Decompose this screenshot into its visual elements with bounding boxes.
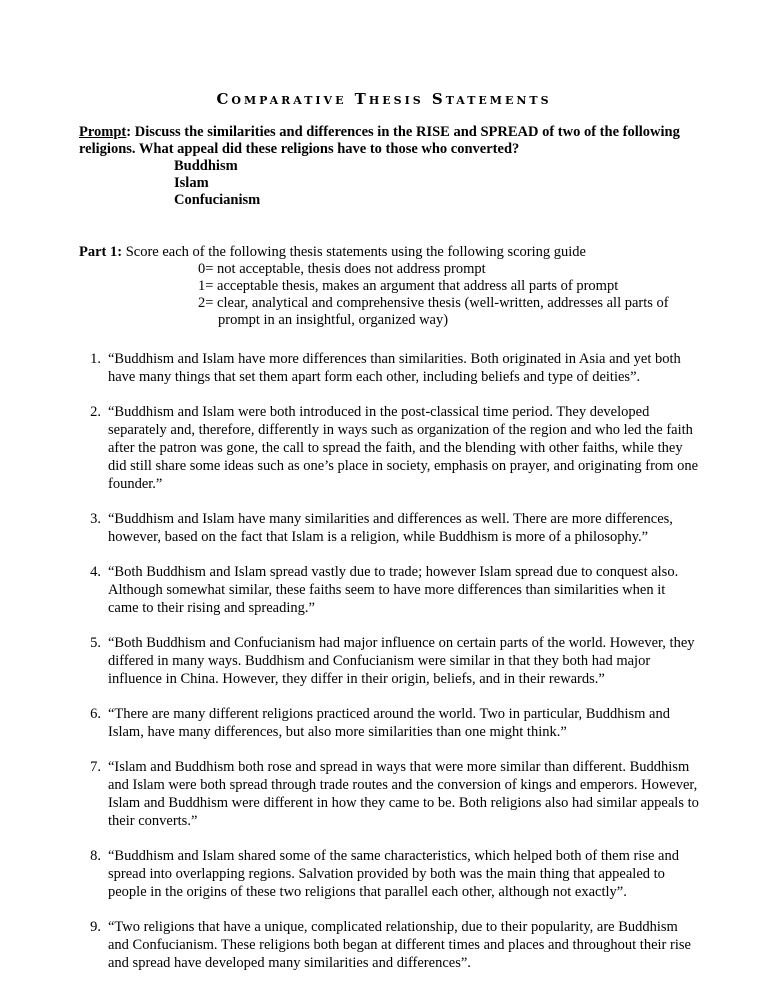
- thesis-statement: [79, 403, 699, 493]
- thesis-statement: [79, 705, 699, 741]
- statement-number: 7.: [90, 759, 101, 775]
- statement-text: “Two religions that have a unique, complicated relationship, due to their popularity, are Buddhism and Confucianism. These religions both began at different times and places and throughout their rise and spread have developed many similarities and differences”.: [108, 919, 691, 971]
- statement-number: 5.: [90, 635, 101, 651]
- scoring-guide-line: 2= clear, analytical and comprehensive thesis (well-written, addresses all parts of: [198, 295, 669, 311]
- part1-text: Score each of the following thesis statements using the following scoring guide: [122, 244, 586, 260]
- statement-text: “Islam and Buddhism both rose and spread in ways that were more similar than different. Buddhism and Islam were both spread through trade routes and the conversion of kings and emperors. However, Islam and Buddhism were different in how they came to be. Both religions also had similar appeals to their converts.”: [108, 759, 699, 829]
- religion-item: Confucianism: [174, 192, 261, 208]
- thesis-statement: [79, 563, 699, 617]
- statement-number: 2.: [90, 404, 101, 420]
- thesis-statement: [79, 350, 699, 386]
- thesis-statement: [79, 510, 699, 546]
- statement-number: 8.: [90, 848, 101, 864]
- prompt: [79, 124, 689, 158]
- religion-list: [174, 158, 260, 209]
- statement-text: “Buddhism and Islam shared some of the same characteristics, which helped both of them rise and spread into overlapping regions. Salvation provided by both was the main thing that appealed to people in the origins of these two religions that parallel each other, although not exactly”.: [108, 848, 679, 900]
- statement-number: 4.: [90, 564, 101, 580]
- scoring-guide: [198, 261, 718, 329]
- statement-text: “Both Buddhism and Confucianism had major influence on certain parts of the world. However, they differed in many ways. Buddhism and Confucianism were similar in that they both had major influence in China. However, they differ in their origin, beliefs, and in their rewards.”: [108, 635, 695, 687]
- page-title: Comparative Thesis Statements: [216, 90, 552, 108]
- statement-text: “Buddhism and Islam were both introduced in the post-classical time period. They developed separately and, therefore, differently in ways such as organization of the region and who led the faith after the patron was gone, the call to spread the faith, and the blending with other faiths, while they did still share some ideas such as one’s place in society, emphasis on prayer, and originating from one founder.”: [108, 404, 699, 492]
- religion-item: Islam: [174, 175, 209, 191]
- statement-text: “There are many different religions practiced around the world. Two in particular, Buddhism and Islam, have many differences, but also more similarities than one might think.”: [108, 706, 670, 740]
- prompt-text: : Discuss the similarities and differences in the RISE and SPREAD of two of the following religions. What appeal did these religions have to those who converted?: [79, 124, 680, 157]
- statement-number: 6.: [90, 706, 101, 722]
- prompt-label: Prompt: [79, 124, 127, 140]
- statement-text: “Buddhism and Islam have more differences than similarities. Both originated in Asia and yet both have many things that set them apart form each other, including beliefs and type of deities”.: [108, 351, 681, 385]
- thesis-statement: [79, 758, 699, 830]
- thesis-statement: [79, 918, 699, 972]
- statement-text: “Both Buddhism and Islam spread vastly due to trade; however Islam spread due to conquest also. Although somewhat similar, these faiths seem to have more differences than similarities when it came to their rising and spreading.”: [108, 564, 679, 616]
- statement-number: 1.: [90, 351, 101, 367]
- part1-instructions: [79, 244, 699, 261]
- thesis-statement: [79, 847, 699, 901]
- thesis-statement: [79, 634, 699, 688]
- statement-number: 3.: [90, 511, 101, 527]
- scoring-guide-line: 1= acceptable thesis, makes an argument that address all parts of prompt: [198, 278, 619, 294]
- statement-number: 9.: [90, 919, 101, 935]
- scoring-guide-line: prompt in an insightful, organized way): [218, 312, 449, 328]
- religion-item: Buddhism: [174, 158, 238, 174]
- scoring-guide-line: 0= not acceptable, thesis does not address prompt: [198, 261, 486, 277]
- statement-text: “Buddhism and Islam have many similarities and differences as well. There are more differences, however, based on the fact that Islam is a religion, while Buddhism is more of a philosophy.”: [108, 511, 673, 545]
- thesis-statement-list: [79, 350, 699, 989]
- part1-label: Part 1:: [79, 244, 123, 260]
